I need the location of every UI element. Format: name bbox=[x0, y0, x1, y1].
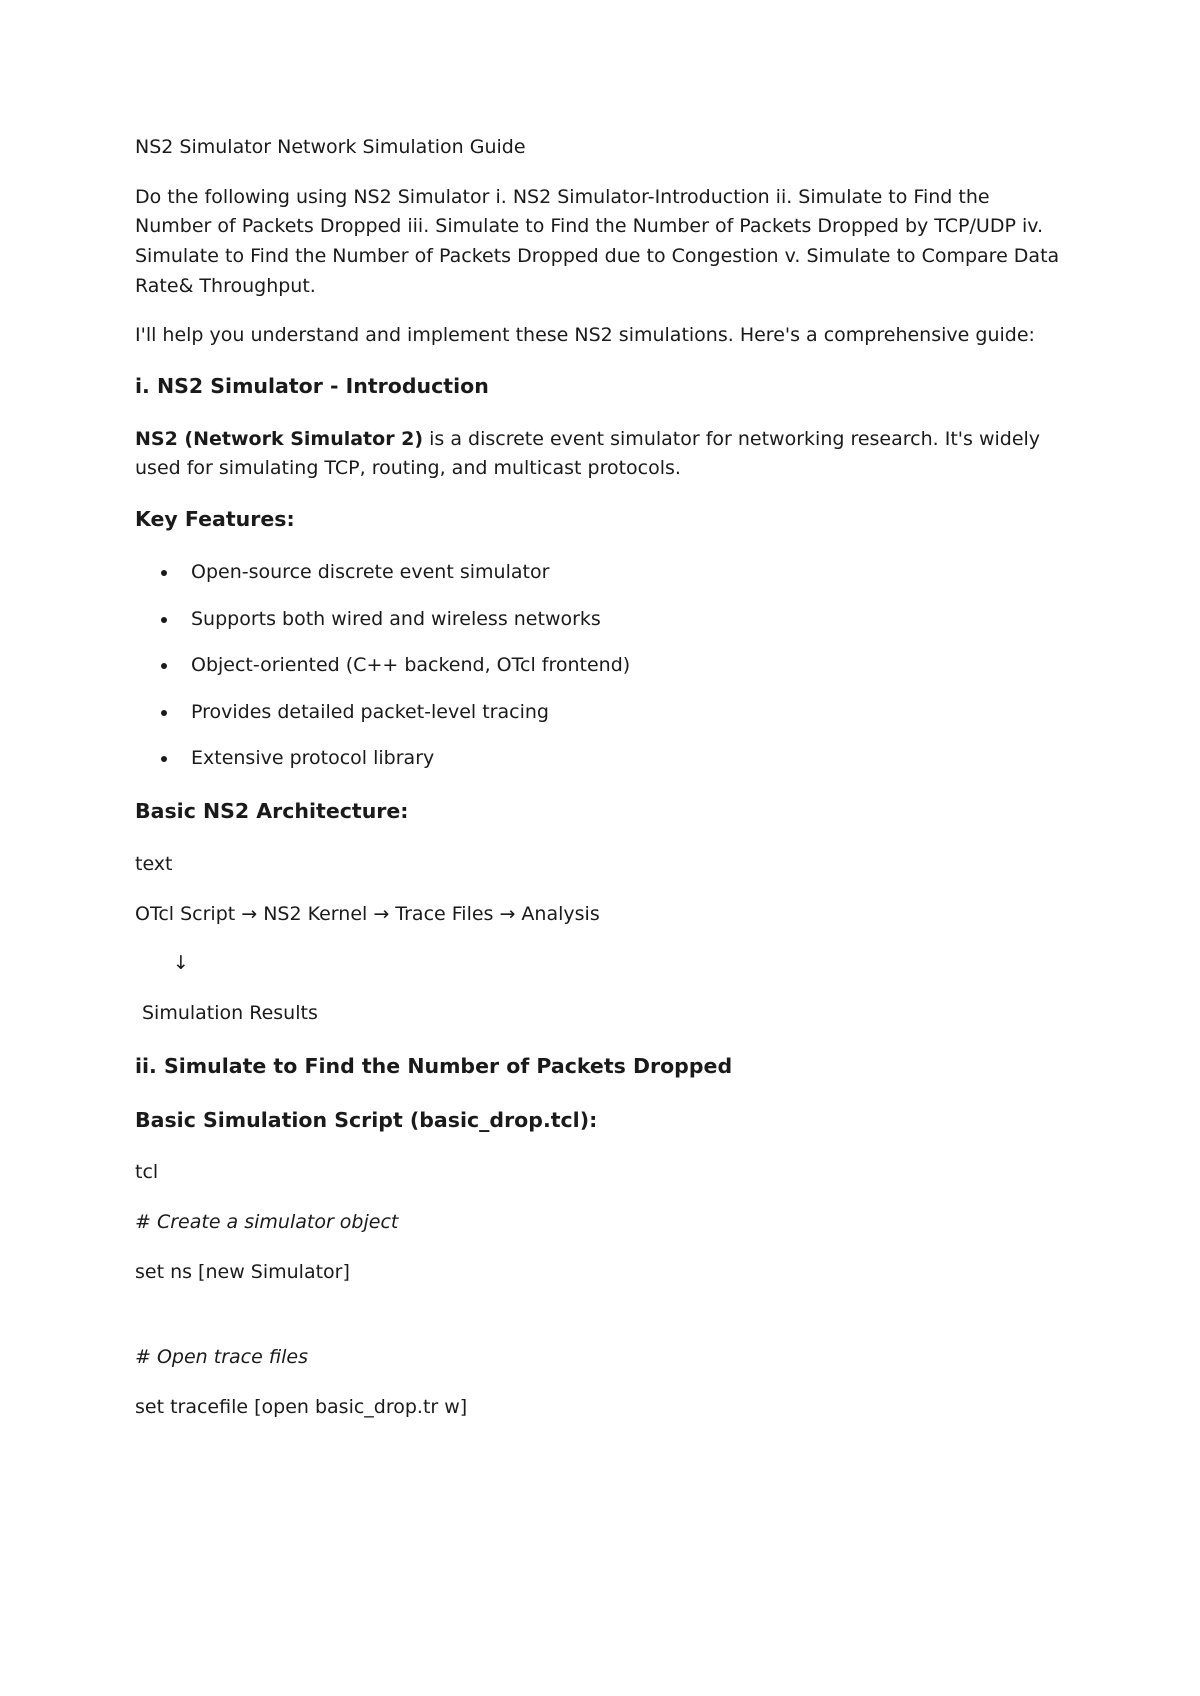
code-comment-create-simulator: # Create a simulator object bbox=[135, 1211, 399, 1234]
document-title: NS2 Simulator Network Simulation Guide bbox=[135, 136, 526, 158]
section2-heading: ii. Simulate to Find the Number of Packets Dropped bbox=[135, 1053, 733, 1078]
list-item: • Open-source discrete event simulator bbox=[179, 558, 1065, 588]
architecture-flow-line: OTcl Script → NS2 Kernel → Trace Files → Analysis bbox=[135, 902, 600, 925]
code-label-text: text bbox=[135, 853, 173, 876]
list-item: • Provides detailed packet-level tracing bbox=[179, 698, 1065, 728]
architecture-heading: Basic NS2 Architecture: bbox=[135, 799, 409, 824]
code-set-tracefile: set tracefile [open basic_drop.tr w] bbox=[135, 1395, 468, 1418]
section1-heading: i. NS2 Simulator - Introduction bbox=[135, 373, 489, 398]
list-item: • Object-oriented (C++ backend, OTcl frontend) bbox=[179, 651, 1065, 681]
code-comment-open-trace: # Open trace files bbox=[135, 1346, 308, 1369]
ns2-bold-lead: NS2 (Network Simulator 2) bbox=[135, 427, 424, 450]
code-set-ns: set ns [new Simulator] bbox=[135, 1260, 350, 1283]
code-label-tcl: tcl bbox=[135, 1161, 159, 1184]
key-features-heading: Key Features: bbox=[135, 506, 295, 531]
intro-paragraph: Do the following using NS2 Simulator i. NS2 Simulator-Introduction ii. Simulate to Find the Number of Packets Dropped iii. Simulate to Find the Number of Packets Dropped by TCP/UDP iv. Simulate to Find the Number of Packets Dropped due to Congestion v. Simulate to Compare Data Rate& Throughput. bbox=[135, 185, 1060, 297]
features-list bbox=[135, 558, 1065, 774]
script-heading: Basic Simulation Script (basic_drop.tcl): bbox=[135, 1107, 598, 1132]
list-item: • Extensive protocol library bbox=[179, 744, 1065, 774]
help-paragraph: I'll help you understand and implement these NS2 simulations. Here's a comprehensive guide: bbox=[135, 324, 1035, 347]
ns2-description-paragraph bbox=[135, 425, 1065, 484]
list-item: • Supports both wired and wireless networks bbox=[179, 605, 1065, 635]
simulation-results-line: Simulation Results bbox=[142, 1001, 318, 1024]
down-arrow-icon: ↓ bbox=[173, 952, 189, 975]
ns2-description-rest: is a discrete event simulator for networking research. It's widely used for simulating TCP, routing, and multicast protocols. bbox=[135, 427, 1041, 480]
